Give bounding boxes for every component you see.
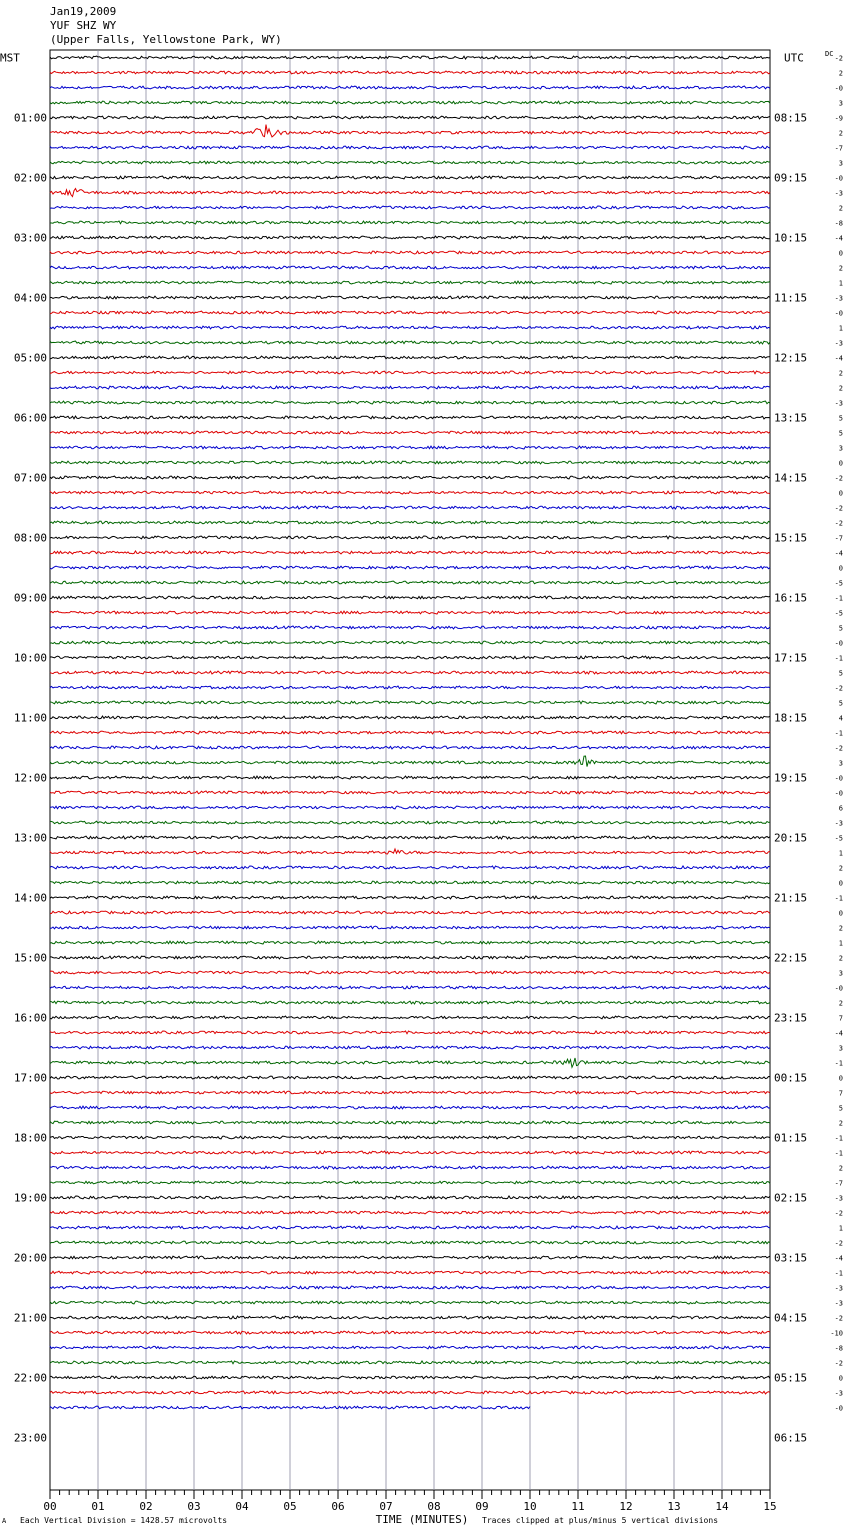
scale-note: Each Vertical Division = 1428.57 microvolts [20,1516,228,1525]
dc-offset-label: -2 [834,474,843,483]
dc-offset-label: 0 [838,564,843,573]
dc-offset-label: -3 [834,399,843,408]
seismic-trace [50,956,770,959]
dc-offset-label: -4 [834,549,843,558]
mst-hour-label: 03:00 [13,231,47,245]
dc-offset-label: 5 [838,624,843,633]
dc-offset-label: -4 [834,1029,843,1038]
dc-offset-label: 1 [838,279,843,288]
dc-offset-label: 2 [838,369,843,378]
seismic-trace [50,1391,770,1394]
dc-offset-label: 2 [838,264,843,273]
seismic-trace [50,86,770,89]
seismic-trace [50,1286,770,1289]
dc-offset-label: -2 [834,1359,843,1368]
dc-offset-label: 3 [838,759,843,768]
seismic-trace [50,911,770,914]
dc-offset-label: 2 [838,924,843,933]
dc-offset-label: 5 [838,1104,843,1113]
dc-offset-label: -2 [834,504,843,513]
seismic-trace [50,1256,770,1259]
seismic-trace [50,776,770,779]
mst-hour-label: 05:00 [13,351,47,365]
seismic-trace [50,326,770,329]
utc-hour-label: 01:15 [774,1131,808,1145]
dc-offset-label: -2 [834,519,843,528]
seismic-trace [50,731,770,734]
seismic-trace [50,836,770,839]
scale-marker-icon: A [2,1517,7,1525]
seismic-trace [50,1241,770,1244]
utc-hour-label: 05:15 [774,1371,808,1385]
dc-offset-label: -3 [834,1194,843,1203]
dc-offset-label: 3 [838,444,843,453]
dc-offset-label: -0 [834,174,843,183]
dc-offset-label: 2 [838,69,843,78]
dc-offset-label: 6 [838,804,843,813]
seismic-trace [50,1226,770,1229]
utc-hour-label: 12:15 [774,351,808,365]
dc-offset-label: 2 [838,129,843,138]
dc-offset-label: 5 [838,699,843,708]
mst-hour-label: 19:00 [13,1191,47,1205]
mst-hour-label: 14:00 [13,891,47,905]
dc-offset-label: -7 [834,534,843,543]
dc-offset-label: -10 [830,1329,843,1338]
x-tick-label: 06 [331,1500,345,1513]
seismic-trace [50,791,770,794]
utc-hour-label: 19:15 [774,771,808,785]
seismic-trace [50,341,770,344]
dc-offset-label: -4 [834,1254,843,1263]
seismic-trace [50,401,770,404]
mst-hour-label: 01:00 [13,111,47,125]
mst-hour-label: 20:00 [13,1251,47,1265]
seismic-trace [50,1031,770,1034]
chart-date: Jan19,2009 [50,5,117,18]
seismic-trace [50,1121,770,1124]
dc-offset-label: -0 [834,84,843,93]
x-tick-label: 04 [235,1500,249,1513]
seismic-trace [50,221,770,224]
seismic-trace [50,1196,770,1199]
seismic-trace [50,251,770,254]
seismic-trace [50,1001,770,1004]
x-tick-label: 11 [571,1500,585,1513]
seismic-trace [50,986,770,989]
dc-offset-label: 1 [838,324,843,333]
dc-offset-label: -2 [834,684,843,693]
seismic-trace [50,1106,770,1109]
seismic-trace [50,266,770,269]
dc-offset-label: 2 [838,999,843,1008]
seismic-trace [50,1271,770,1274]
dc-offset-label: 2 [838,384,843,393]
mst-hour-label: 13:00 [13,831,47,845]
dc-offset-label: -7 [834,144,843,153]
dc-offset-label: -3 [834,1284,843,1293]
dc-offset-label: -7 [834,1179,843,1188]
dc-offset-label: 2 [838,864,843,873]
dc-offset-label: -2 [834,1239,843,1248]
utc-hour-label: 14:15 [774,471,808,485]
seismic-trace [50,686,770,689]
seismic-trace [50,971,770,974]
x-tick-label: 07 [379,1500,393,1513]
seismic-trace [50,1046,770,1049]
seismic-trace [50,896,770,899]
seismic-trace [50,1136,770,1139]
dc-offset-label: -3 [834,339,843,348]
seismic-trace [50,356,770,359]
chart-station: YUF SHZ WY [50,19,117,32]
seismic-trace [50,371,770,374]
seismic-trace [50,566,770,569]
chart-location: (Upper Falls, Yellowstone Park, WY) [50,33,282,46]
utc-hour-label: 23:15 [774,1011,808,1025]
left-axis-label: MST [0,51,20,65]
dc-offset-label: 3 [838,969,843,978]
dc-offset-label: 0 [838,879,843,888]
seismic-trace [50,1301,770,1304]
seismic-trace [50,56,770,59]
x-tick-label: 10 [523,1500,537,1513]
dc-offset-label: -3 [834,1299,843,1308]
dc-offset-label: -8 [834,1344,843,1353]
seismic-trace [50,1361,770,1364]
seismic-trace [50,506,770,509]
utc-hour-label: 03:15 [774,1251,808,1265]
mst-hour-label: 11:00 [13,711,47,725]
mst-hour-label: 09:00 [13,591,47,605]
dc-offset-label: -0 [834,789,843,798]
dc-offset-label: -8 [834,219,843,228]
dc-offset-label: 3 [838,99,843,108]
dc-offset-label: 2 [838,954,843,963]
dc-offset-label: 1 [838,1224,843,1233]
mst-hour-label: 18:00 [13,1131,47,1145]
utc-hour-label: 06:15 [774,1431,808,1445]
x-tick-label: 02 [139,1500,153,1513]
dc-offset-label: -1 [834,654,843,663]
dc-offset-label: 2 [838,1119,843,1128]
dc-offset-label: -4 [834,354,843,363]
dc-offset-label: -5 [834,579,843,588]
mst-hour-label: 10:00 [13,651,47,665]
dc-offset-label: -0 [834,309,843,318]
seismic-trace [50,1016,770,1019]
seismic-trace [50,1166,770,1169]
seismic-trace [50,581,770,584]
seismic-trace [50,71,770,74]
x-tick-label: 08 [427,1500,441,1513]
utc-hour-label: 18:15 [774,711,808,725]
x-tick-label: 05 [283,1500,297,1513]
seismic-trace [50,866,770,869]
seismic-trace [50,296,770,299]
dc-offset-label: 7 [838,1089,843,1098]
seismic-trace [50,146,770,149]
dc-offset-label: 0 [838,249,843,258]
mst-hour-label: 22:00 [13,1371,47,1385]
seismic-trace [50,1091,770,1094]
dc-offset-label: -1 [834,894,843,903]
utc-hour-label: 20:15 [774,831,808,845]
seismic-trace [50,116,770,119]
right-axis-label: UTC [784,51,804,65]
dc-offset-label: 3 [838,159,843,168]
mst-hour-label: 17:00 [13,1071,47,1085]
dc-offset-label: -0 [834,639,843,648]
mst-hour-label: 04:00 [13,291,47,305]
mst-hour-label: 12:00 [13,771,47,785]
dc-offset-label: -1 [834,594,843,603]
dc-offset-label: 4 [838,714,843,723]
seismic-trace [50,1346,770,1349]
utc-hour-label: 09:15 [774,171,808,185]
seismic-trace [50,849,770,854]
seismic-trace [50,551,770,554]
dc-offset-label: 5 [838,669,843,678]
dc-offset-label: -5 [834,834,843,843]
x-tick-label: 12 [619,1500,633,1513]
mst-hour-label: 08:00 [13,531,47,545]
seismic-trace [50,446,770,449]
mst-hour-label: 15:00 [13,951,47,965]
x-tick-label: 13 [667,1500,681,1513]
seismic-trace [50,461,770,464]
seismic-trace [50,821,770,824]
dc-label: DC [825,50,834,58]
utc-hour-label: 02:15 [774,1191,808,1205]
x-tick-label: 09 [475,1500,489,1513]
seismic-trace [50,1181,770,1184]
seismic-trace [50,431,770,434]
dc-offset-label: -0 [834,984,843,993]
dc-offset-label: -0 [834,1404,843,1413]
dc-offset-label: -1 [834,729,843,738]
seismic-trace [50,701,770,704]
seismic-trace [50,1211,770,1214]
seismic-trace [50,746,770,749]
dc-offset-label: -0 [834,774,843,783]
seismic-trace [50,881,770,884]
dc-offset-label: 0 [838,1374,843,1383]
seismic-trace [50,176,770,179]
mst-hour-label: 06:00 [13,411,47,425]
dc-offset-label: -3 [834,294,843,303]
seismic-trace [50,416,770,419]
dc-offset-label: 1 [838,939,843,948]
clip-note: Traces clipped at plus/minus 5 vertical divisions [482,1516,719,1525]
x-tick-label: 14 [715,1500,729,1513]
seismic-trace [50,536,770,539]
seismic-trace [50,161,770,164]
utc-hour-label: 22:15 [774,951,808,965]
dc-offset-label: 2 [838,1164,843,1173]
seismic-trace [50,1076,770,1079]
utc-hour-label: 08:15 [774,111,808,125]
dc-offset-label: 5 [838,429,843,438]
mst-hour-label: 02:00 [13,171,47,185]
utc-hour-label: 10:15 [774,231,808,245]
seismic-trace [50,671,770,674]
seismic-trace [50,311,770,314]
dc-offset-label: -2 [834,744,843,753]
seismic-trace [50,1331,770,1334]
seismic-trace [50,611,770,614]
seismic-trace [50,1376,770,1379]
dc-offset-label: -2 [834,54,843,63]
dc-offset-label: -1 [834,1269,843,1278]
utc-hour-label: 04:15 [774,1311,808,1325]
dc-offset-label: 1 [838,849,843,858]
mst-hour-label: 16:00 [13,1011,47,1025]
dc-offset-label: 2 [838,204,843,213]
utc-hour-label: 17:15 [774,651,808,665]
dc-offset-label: 0 [838,1074,843,1083]
dc-offset-label: -3 [834,1389,843,1398]
mst-hour-label: 07:00 [13,471,47,485]
seismic-trace [50,1151,770,1154]
dc-offset-label: -2 [834,1314,843,1323]
seismic-trace [50,281,770,284]
x-axis-title: TIME (MINUTES) [375,1513,469,1526]
seismic-trace [50,189,770,197]
dc-offset-label: 0 [838,489,843,498]
dc-offset-label: 5 [838,414,843,423]
seismic-trace [50,756,770,767]
utc-hour-label: 11:15 [774,291,808,305]
seismic-trace [50,206,770,209]
seismic-trace [50,641,770,644]
dc-offset-label: -3 [834,819,843,828]
dc-offset-label: 3 [838,1044,843,1053]
seismic-trace [50,1316,770,1319]
seismic-trace [50,806,770,809]
x-tick-label: 03 [187,1500,201,1513]
seismic-trace [50,521,770,524]
x-tick-label: 01 [91,1500,105,1513]
seismic-trace [50,941,770,944]
dc-offset-label: -2 [834,1209,843,1218]
seismic-trace [50,656,770,659]
seismic-trace [50,125,770,137]
dc-offset-label: -5 [834,609,843,618]
seismic-trace [50,476,770,479]
dc-offset-label: -9 [834,114,843,123]
seismic-trace [50,926,770,929]
mst-hour-label: 21:00 [13,1311,47,1325]
seismic-trace [50,491,770,494]
seismic-trace [50,1058,770,1067]
utc-hour-label: 00:15 [774,1071,808,1085]
dc-offset-label: -1 [834,1059,843,1068]
dc-offset-label: 7 [838,1014,843,1023]
dc-offset-label: -1 [834,1149,843,1158]
x-tick-label: 15 [763,1500,777,1513]
seismic-trace [50,716,770,719]
seismic-trace [50,101,770,104]
seismic-trace [50,386,770,389]
utc-hour-label: 16:15 [774,591,808,605]
dc-offset-label: 0 [838,909,843,918]
mst-hour-label: 23:00 [13,1431,47,1445]
seismic-trace [50,236,770,239]
seismic-trace [50,596,770,599]
x-tick-label: 00 [43,1500,57,1513]
utc-hour-label: 13:15 [774,411,808,425]
dc-offset-label: -3 [834,189,843,198]
dc-offset-label: -4 [834,234,843,243]
utc-hour-label: 21:15 [774,891,808,905]
utc-hour-label: 15:15 [774,531,808,545]
seismic-trace [50,626,770,629]
dc-offset-label: 0 [838,459,843,468]
dc-offset-label: -1 [834,1134,843,1143]
